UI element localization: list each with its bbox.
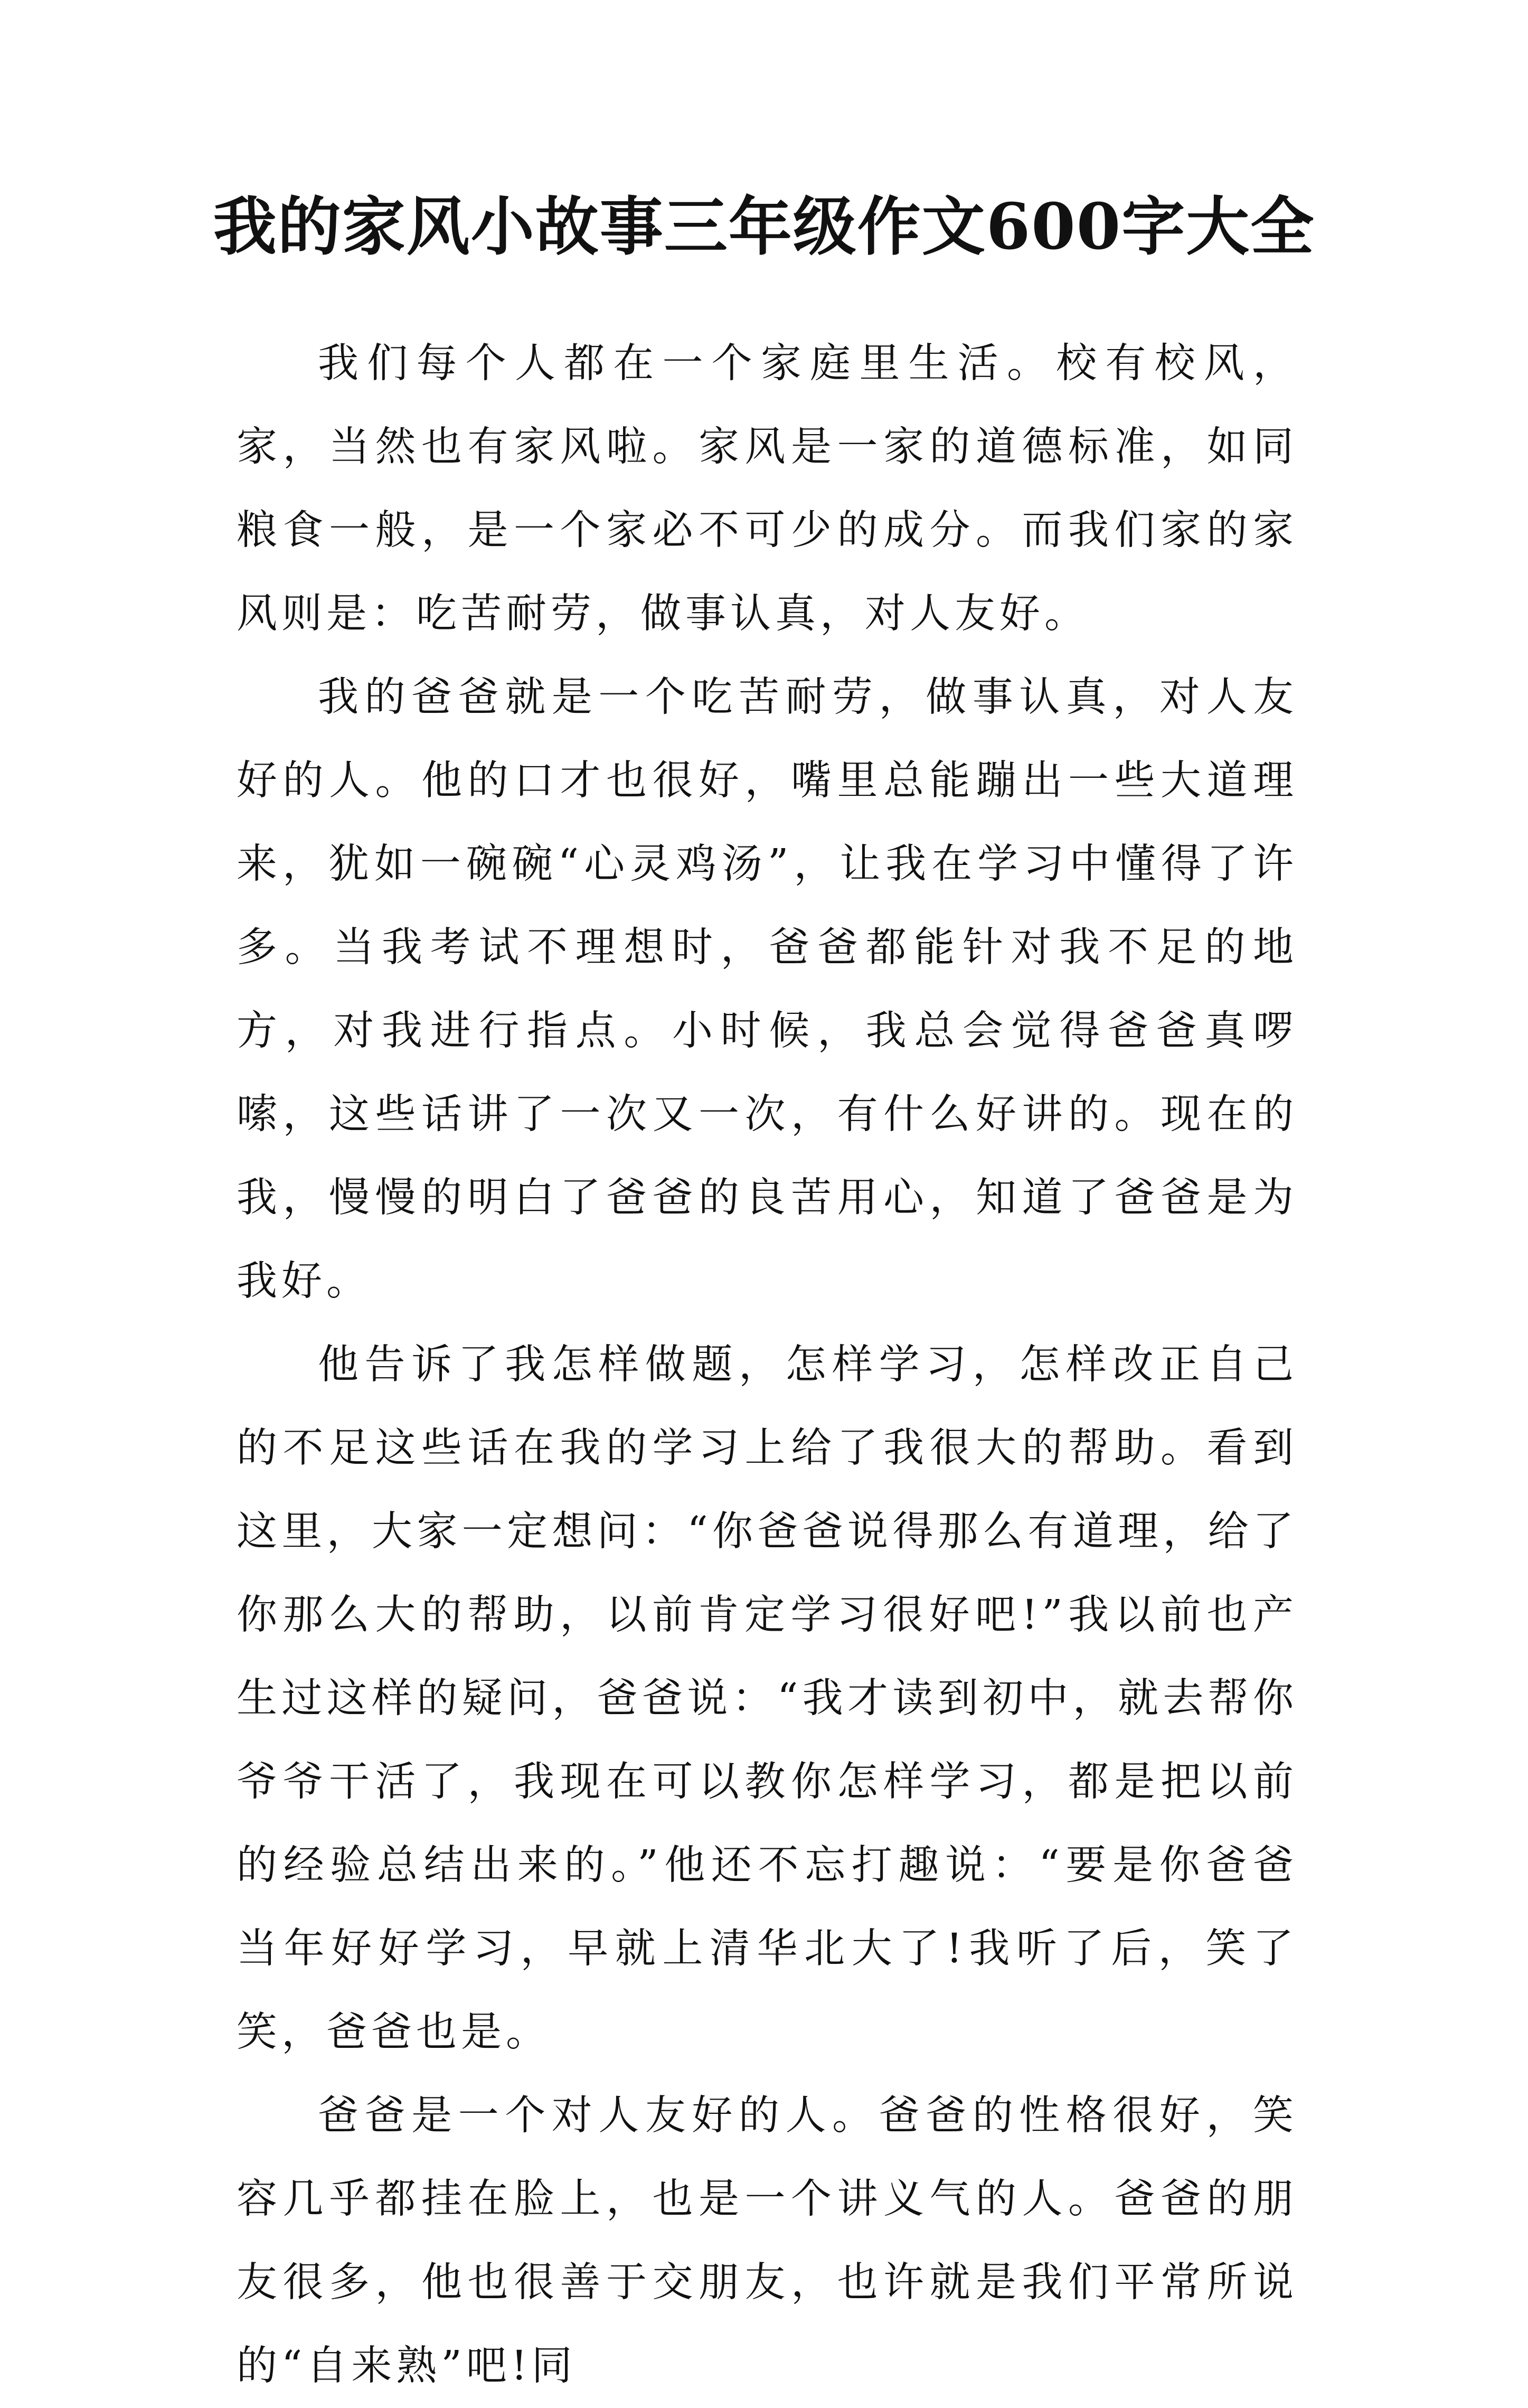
document-title: 我的家风小故事三年级作文600字大全	[213, 190, 1315, 264]
paragraph-4: 爸爸是一个对人友好的人。爸爸的性格很好，笑容几乎都挂在脸上，也是一个讲义气的人。爸爸的朋友很多，他也很善于交朋友，也许就是我们平常所说的“自来熟”吧!同	[237, 2092, 1298, 2390]
paragraph-3: 他告诉了我怎样做题，怎样学习，怎样改正自己的不足这些话在我的学习上给了我很大的帮助。看到这里，大家一定想问：“你爸爸说得那么有道理，给了你那么大的帮助，以前肯定学习很好吧!”我以前也产生过这样的疑问，爸爸说：“我才读到初中，就去帮你爷爷干活了，我现在可以教你怎样学习，都是把以前的经验总结出来的。”他还不忘打趣说：“要是你爸爸当年好好学习，早就上清华北大了!我听了后，笑了笑，爸爸也是。	[237, 1341, 1298, 2056]
paragraph-1: 我们每个人都在一个家庭里生活。校有校风，家，当然也有家风啦。家风是一家的道德标准，如同粮食一般，是一个家必不可少的成分。而我们家的家风则是：吃苦耐劳，做事认真，对人友好。	[237, 340, 1298, 637]
document-body	[237, 322, 1298, 2408]
paragraph-2: 我的爸爸就是一个吃苦耐劳，做事认真，对人友好的人。他的口才也很好，嘴里总能蹦出一些大道理来，犹如一碗碗“心灵鸡汤”，让我在学习中懂得了许多。当我考试不理想时，爸爸都能针对我不足的地方，对我进行指点。小时候，我总会觉得爸爸真啰嗦，这些话讲了一次又一次，有什么好讲的。现在的我，慢慢的明白了爸爸的良苦用心，知道了爸爸是为我好。	[237, 674, 1298, 1305]
